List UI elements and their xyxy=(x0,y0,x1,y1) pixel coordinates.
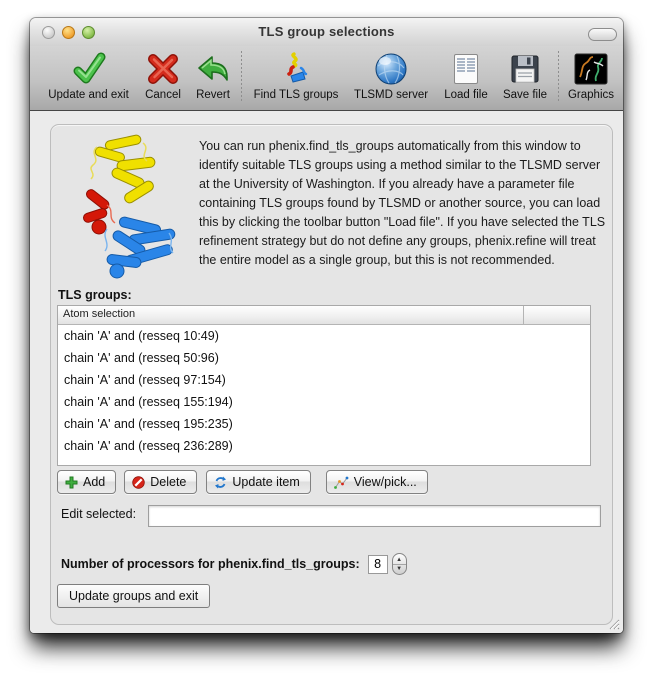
processors-stepper xyxy=(392,553,407,575)
edit-selected-label: Edit selected: xyxy=(61,507,137,521)
list-body xyxy=(58,325,590,457)
list-button-row xyxy=(57,470,428,494)
tls-panel xyxy=(50,124,613,625)
toolbar-separator xyxy=(241,51,242,103)
check-icon xyxy=(71,50,107,88)
stepper-up-arrow[interactable]: ▲ xyxy=(393,556,406,565)
toolbar-item-revert[interactable] xyxy=(189,46,237,101)
title-bar[interactable] xyxy=(30,18,623,46)
list-item[interactable]: chain 'A' and (resseq 195:235) xyxy=(64,417,233,431)
column-header-atom-selection[interactable]: Atom selection xyxy=(58,306,524,324)
delete-button[interactable] xyxy=(124,470,197,494)
protein-structure-image xyxy=(77,133,185,281)
add-button-label: Add xyxy=(83,475,106,489)
toolbar-item-graphics[interactable] xyxy=(563,46,619,101)
toolbar-item-save-file[interactable] xyxy=(496,46,554,101)
description-text: You can run phenix.find_tls_groups automatically from this window to identify suitable TLS groups using a method similar to the TLSMD server at the University of Washington. If you already have a parameter file containing TLS groups found by TLSMD or another source, you can load this by clicking the toolbar button "Load file". If you have selected the TLS refinement strategy but do not define any groups, phenix.refine will treat the entire model as a single group, but this is not recommended. xyxy=(199,139,606,267)
toolbar-label: Load file xyxy=(444,89,488,101)
toolbar-item-load-file[interactable] xyxy=(436,46,496,101)
view-pick-button-label: View/pick... xyxy=(353,475,417,489)
toolbar-label: Cancel xyxy=(145,89,181,101)
cancel-icon xyxy=(146,50,180,88)
update-groups-and-exit-button[interactable]: Update groups and exit xyxy=(57,584,210,608)
update-item-button[interactable] xyxy=(206,470,310,494)
add-button[interactable] xyxy=(57,470,116,494)
processors-row xyxy=(61,553,407,575)
stepper-down-arrow[interactable]: ▼ xyxy=(396,565,403,572)
resize-grip[interactable] xyxy=(607,617,620,630)
delete-button-label: Delete xyxy=(150,475,187,489)
column-header-extra[interactable] xyxy=(524,306,590,324)
edit-selected-input[interactable] xyxy=(148,505,601,527)
processors-input[interactable] xyxy=(368,555,388,574)
toolbar xyxy=(30,46,623,111)
window-title: TLS group selections xyxy=(258,24,395,39)
sparkline-icon xyxy=(334,476,349,489)
list-item[interactable]: chain 'A' and (resseq 155:194) xyxy=(64,395,233,409)
list-item[interactable]: chain 'A' and (resseq 50:96) xyxy=(64,351,219,365)
toolbar-item-find-tls-groups[interactable] xyxy=(246,46,346,101)
toolbar-label: Find TLS groups xyxy=(253,89,339,101)
tls-groups-list[interactable] xyxy=(57,305,591,466)
toolbar-label: Graphics xyxy=(567,89,615,101)
toolbar-label: Revert xyxy=(196,89,230,101)
toolbar-label: TLSMD server xyxy=(353,89,429,101)
toolbar-item-cancel[interactable] xyxy=(137,46,189,101)
toolbar-toggle-pill[interactable] xyxy=(588,28,617,41)
list-item[interactable]: chain 'A' and (resseq 97:154) xyxy=(64,373,226,387)
protein-ribbon-icon xyxy=(281,50,311,88)
toolbar-item-tlsmd-server[interactable] xyxy=(346,46,436,101)
list-item[interactable]: chain 'A' and (resseq 236:289) xyxy=(64,439,233,453)
edit-selected-row xyxy=(61,507,136,521)
tls-groups-label: TLS groups: xyxy=(58,288,132,302)
graphics-molecule-icon xyxy=(574,50,608,88)
processors-label: Number of processors for phenix.find_tls_groups: xyxy=(61,557,360,571)
toolbar-label: Save file xyxy=(502,89,548,101)
list-item[interactable]: chain 'A' and (resseq 10:49) xyxy=(64,329,219,343)
revert-arrow-icon xyxy=(196,50,230,88)
tls-group-selections-window xyxy=(30,18,623,633)
view-pick-button[interactable] xyxy=(326,470,428,494)
update-item-button-label: Update item xyxy=(232,475,300,489)
plus-icon xyxy=(65,476,78,489)
window-content xyxy=(30,111,623,633)
document-grid-icon xyxy=(453,50,479,88)
no-entry-icon xyxy=(132,476,145,489)
toolbar-item-update-and-exit[interactable] xyxy=(40,46,137,101)
list-header xyxy=(58,306,590,325)
toolbar-label: Update and exit xyxy=(48,89,129,101)
toolbar-separator xyxy=(558,51,559,103)
floppy-disk-icon xyxy=(509,50,541,88)
refresh-icon xyxy=(214,476,227,489)
globe-icon xyxy=(374,50,408,88)
